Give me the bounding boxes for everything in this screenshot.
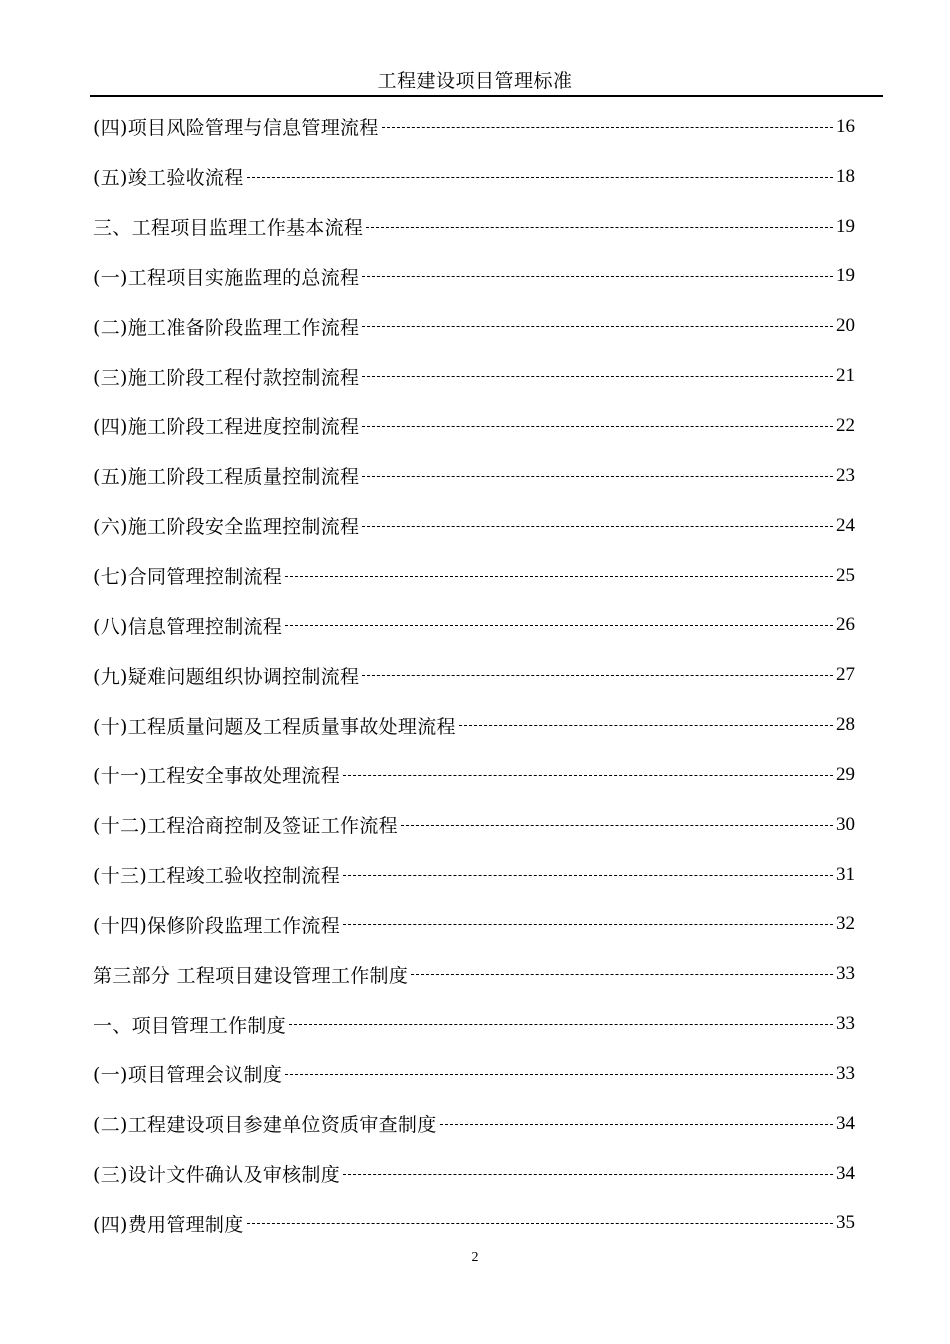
toc-entry-page: 21	[836, 365, 855, 387]
toc-entry-page: 30	[836, 813, 855, 835]
toc-dot-leader	[247, 1223, 833, 1224]
toc-entry-label: (一)工程项目实施监理的总流程	[93, 266, 360, 289]
page-header-title: 工程建设项目管理标准	[377, 70, 573, 92]
toc-entry[interactable]	[93, 900, 855, 950]
toc-entry-label: (十四)保修阶段监理工作流程	[93, 914, 341, 937]
toc-entry[interactable]	[93, 301, 855, 351]
toc-entry-page: 23	[836, 464, 855, 486]
toc-entry-page: 26	[836, 614, 855, 636]
toc-entry[interactable]	[93, 999, 855, 1049]
toc-entry-page: 33	[836, 1013, 855, 1035]
toc-dot-leader	[285, 1074, 833, 1075]
toc-entry[interactable]	[93, 401, 855, 451]
toc-dot-leader	[343, 1174, 833, 1175]
toc-entry-label: (二)工程建设项目参建单位资质审查制度	[93, 1114, 437, 1137]
toc-entry[interactable]	[93, 600, 855, 650]
toc-entry-label: (三)施工阶段工程付款控制流程	[93, 366, 360, 389]
toc-entry-page: 35	[836, 1212, 855, 1234]
toc-dot-leader	[362, 326, 833, 327]
toc-entry[interactable]	[93, 1099, 855, 1149]
toc-entry[interactable]	[93, 1199, 855, 1249]
toc-entry[interactable]	[93, 700, 855, 750]
toc-entry-label: (四)施工阶段工程进度控制流程	[93, 416, 360, 439]
toc-dot-leader	[440, 1124, 833, 1125]
toc-entry-label: (五)竣工验收流程	[93, 167, 244, 190]
page-number: 2	[471, 1250, 479, 1265]
toc-entry-page: 27	[836, 664, 855, 686]
toc-entry[interactable]	[93, 800, 855, 850]
toc-entry-label: (四)费用管理制度	[93, 1213, 244, 1236]
toc-entry-page: 29	[836, 763, 855, 785]
toc-entry-label: 第三部分 工程项目建设管理工作制度	[93, 964, 409, 987]
toc-entry-page: 28	[836, 714, 855, 736]
toc-entry-page: 34	[836, 1162, 855, 1184]
toc-entry[interactable]	[93, 949, 855, 999]
toc-entry-label: 一、项目管理工作制度	[93, 1014, 287, 1037]
toc-entry-label: (十一)工程安全事故处理流程	[93, 765, 341, 788]
header-rule	[90, 95, 883, 97]
toc-entry-label: (五)施工阶段工程质量控制流程	[93, 466, 360, 489]
toc-entry[interactable]	[93, 850, 855, 900]
toc-entry-page: 33	[836, 963, 855, 985]
toc-dot-leader	[362, 476, 833, 477]
toc-entry-page: 32	[836, 913, 855, 935]
toc-entry-label: (一)项目管理会议制度	[93, 1064, 283, 1087]
toc-entry-label: (六)施工阶段安全监理控制流程	[93, 516, 360, 539]
toc-entry-label: (十三)工程竣工验收控制流程	[93, 865, 341, 888]
toc-entry[interactable]	[93, 1149, 855, 1199]
toc-entry-page: 22	[836, 414, 855, 436]
toc-entry[interactable]	[93, 152, 855, 202]
toc-entry-label: (二)施工准备阶段监理工作流程	[93, 316, 360, 339]
toc-dot-leader	[411, 974, 833, 975]
table-of-contents	[93, 102, 855, 1248]
toc-entry-label: (九)疑难问题组织协调控制流程	[93, 665, 360, 688]
toc-dot-leader	[401, 825, 833, 826]
toc-entry[interactable]	[93, 501, 855, 551]
toc-dot-leader	[362, 376, 833, 377]
toc-entry-label: (十)工程质量问题及工程质量事故处理流程	[93, 715, 456, 738]
toc-entry[interactable]	[93, 351, 855, 401]
toc-dot-leader	[343, 875, 833, 876]
toc-dot-leader	[247, 177, 833, 178]
toc-entry-page: 34	[836, 1112, 855, 1134]
toc-entry[interactable]	[93, 252, 855, 302]
toc-dot-leader	[362, 526, 833, 527]
toc-entry-label: (七)合同管理控制流程	[93, 566, 283, 589]
toc-entry-page: 24	[836, 514, 855, 536]
toc-dot-leader	[362, 276, 833, 277]
toc-dot-leader	[362, 426, 833, 427]
toc-dot-leader	[343, 924, 833, 925]
toc-entry-page: 19	[836, 265, 855, 287]
toc-entry-page: 19	[836, 215, 855, 237]
toc-entry-page: 16	[836, 115, 855, 137]
toc-entry-label: (十二)工程洽商控制及签证工作流程	[93, 815, 398, 838]
toc-entry-page: 20	[836, 315, 855, 337]
toc-entry[interactable]	[93, 102, 855, 152]
toc-entry[interactable]	[93, 650, 855, 700]
toc-entry[interactable]	[93, 1049, 855, 1099]
toc-entry[interactable]	[93, 451, 855, 501]
toc-entry-page: 33	[836, 1062, 855, 1084]
toc-entry-page: 18	[836, 165, 855, 187]
toc-dot-leader	[362, 675, 833, 676]
toc-dot-leader	[343, 775, 833, 776]
toc-entry-label: (四)项目风险管理与信息管理流程	[93, 117, 379, 140]
toc-entry-label: (八)信息管理控制流程	[93, 615, 283, 638]
toc-entry-label: (三)设计文件确认及审核制度	[93, 1164, 341, 1187]
toc-dot-leader	[382, 127, 833, 128]
toc-entry[interactable]	[93, 750, 855, 800]
toc-dot-leader	[459, 725, 833, 726]
toc-entry[interactable]	[93, 551, 855, 601]
toc-dot-leader	[366, 227, 833, 228]
toc-entry-page: 31	[836, 863, 855, 885]
toc-entry[interactable]	[93, 202, 855, 252]
toc-entry-label: 三、工程项目监理工作基本流程	[93, 217, 364, 240]
toc-dot-leader	[289, 1024, 833, 1025]
toc-entry-page: 25	[836, 564, 855, 586]
toc-dot-leader	[285, 625, 833, 626]
toc-dot-leader	[285, 576, 833, 577]
